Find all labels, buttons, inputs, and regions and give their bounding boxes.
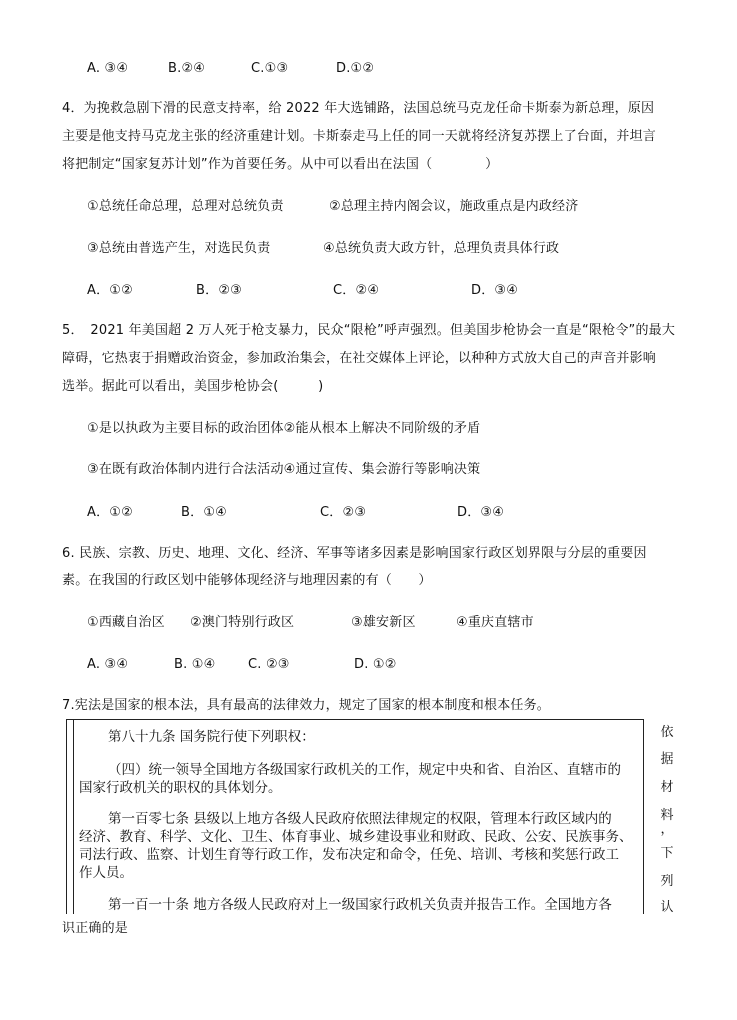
q7-side-char-3: 材 [660,780,674,795]
q5-item-1: ①是以执政为主要目标的政治团体②能从根本上解决不同阶级的矛盾 [87,421,481,436]
q4-option-a: A．①② [87,283,134,298]
q7-side-char-6: 下 [660,846,674,861]
q7-side-char-2: 据 [660,752,674,767]
q6-item-4: ④重庆直辖市 [456,615,534,630]
article-107-line-3: 司法行政、监察、计划生育等行政工作，发布决定和命令，任免、培训、考核和奖惩行政工 [79,847,619,863]
q5-stem-line-2: 障碍，它热衷于捐赠政治资金，参加政治集会，在社交媒体上评论，以种种方式放大自己的声音并影响 [62,351,657,366]
q5-stem-line-1: 5． 2021 年美国超 2 万人死于枪支暴力，民众“限枪”呼声强烈。但美国步枪协会一直是“限枪令”的最大 [62,323,676,338]
article-107-line-4: 作人员。 [79,865,133,881]
q6-option-b: B. ①④ [174,657,216,672]
article-89-item-4-line-2: 国家行政机关的职权的具体划分。 [79,780,282,796]
q5-option-d: D．③④ [457,505,505,520]
q7-side-char-7: 列 [660,874,674,889]
constitution-excerpt-box [66,719,644,914]
q7-side-char-1: 依 [660,725,674,740]
constitution-excerpt-inner [73,720,644,914]
q7-stem-tail: 识正确的是 [62,921,129,936]
q7-side-char-5: ， [660,822,674,837]
q6-option-c: C. ②③ [248,657,290,672]
q4-option-c: C．②④ [333,283,380,298]
q6-stem-line-1: 6. 民族、宗教、历史、地理、文化、经济、军事等诸多因素是影响国家行政区划界限与分层的重要因 [62,546,647,561]
q6-option-a: A. ③④ [87,657,129,672]
q4-item-4: ④总统负责大政方针，总理负责具体行政 [323,241,560,256]
q5-item-2: ③在既有政治体制内进行合法活动④通过宣传、集会游行等影响决策 [87,462,481,477]
q4-item-3: ③总统由普选产生，对选民负责 [87,241,271,256]
q3-option-c: C.①③ [251,61,289,76]
q6-item-2: ②澳门特别行政区 [190,615,295,630]
q4-item-1: ①总统任命总理，总理对总统负责 [87,199,284,214]
q6-option-d: D. ①② [354,657,397,672]
article-89-item-4-line-1: （四）统一领导全国地方各级国家行政机关的工作，规定中央和省、自治区、直辖市的 [108,762,621,778]
article-107-line-2: 经济、教育、科学、文化、卫生、体育事业、城乡建设事业和财政、民政、公安、民族事务、 [79,829,633,845]
q4-stem-line-3: 将把制定“国家复苏计划”作为首要任务。从中可以看出在法国（ ） [62,157,499,172]
q4-stem-line-2: 主要是他支持马克龙主张的经济重建计划。卡斯泰走马上任的同一天就将经济复苏摆上了台面，并坦言 [62,129,657,144]
q3-option-b: B.②④ [168,61,206,76]
q7-side-char-8: 认 [660,900,674,915]
q7-stem: 7.宪法是国家的根本法，具有最高的法律效力，规定了国家的根本制度和根本任务。 [62,698,551,713]
article-110-line-1: 第一百一十条 地方各级人民政府对上一级国家行政机关负责并报告工作。全国地方各 [108,897,612,913]
q3-option-a: A. ③④ [87,61,129,76]
q5-option-c: C．②③ [320,505,367,520]
q5-option-b: B．①④ [181,505,228,520]
q3-option-d: D.①② [336,61,375,76]
q6-item-1: ①西藏自治区 [87,615,165,630]
q6-stem-line-2: 素。在我国的行政区划中能够体现经济与地理因素的有（ ） [62,573,432,588]
q4-stem-line-1: 4．为挽救急剧下滑的民意支持率，给 2022 年大选铺路，法国总统马克龙任命卡斯泰为新总理，原因 [62,101,655,116]
q6-item-3: ③雄安新区 [351,615,416,630]
article-89-heading: 第八十九条 国务院行使下列职权： [108,729,315,745]
q5-option-a: A．①② [87,505,134,520]
q4-option-b: B．②③ [196,283,243,298]
q4-option-d: D．③④ [471,283,519,298]
q7-side-char-4: 料 [660,808,674,823]
q4-item-2: ②总理主持内阁会议，施政重点是内政经济 [329,199,579,214]
q5-stem-line-3: 选举。据此可以看出，美国步枪协会( ) [62,379,324,394]
article-107-line-1: 第一百零七条 县级以上地方各级人民政府依照法律规定的权限，管理本行政区域内的 [108,811,612,827]
